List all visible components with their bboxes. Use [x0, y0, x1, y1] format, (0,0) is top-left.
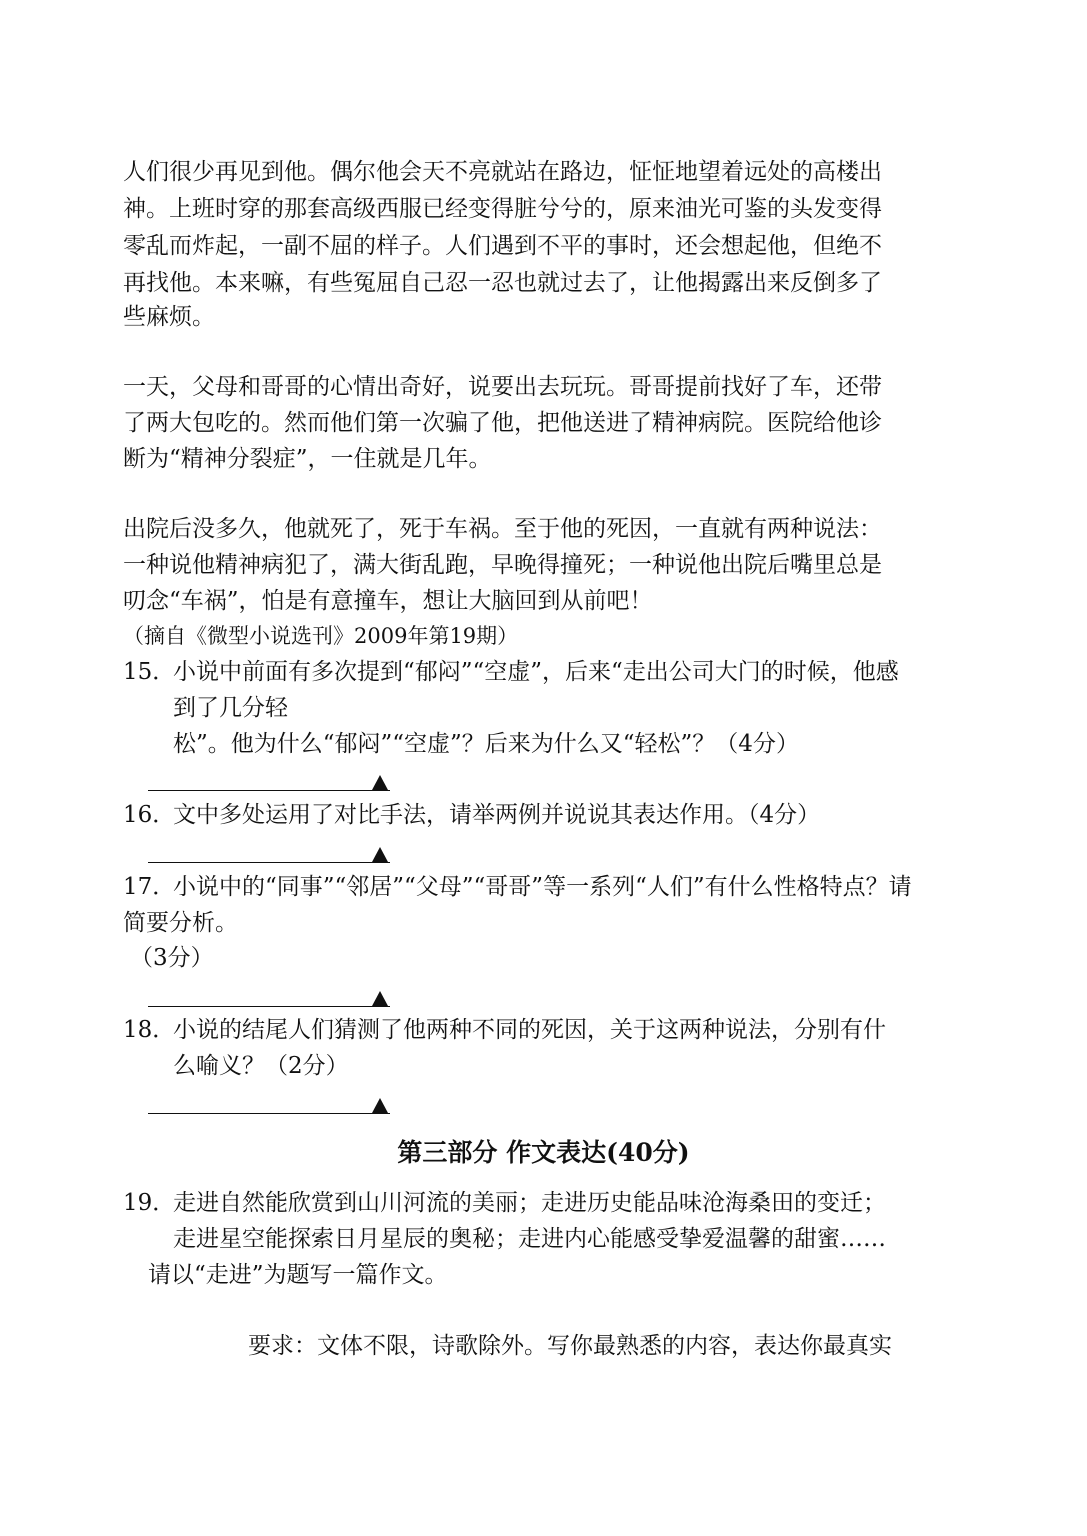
passage-line: 些麻烦。 — [123, 304, 215, 330]
question-text: 松”。他为什么“郁闷”“空虚”？后来为什么又“轻松”？（4分） — [173, 731, 799, 757]
answer-line[interactable] — [148, 836, 390, 863]
question-16 — [123, 800, 820, 830]
question-text: 小说中前面有多次提到“郁闷”“空虚”，后来“走出公司大门的时候，他感 — [173, 659, 899, 685]
passage-line: 一种说他精神病犯了，满大街乱跑，早晚得撞死；一种说他出院后嘴里总是 — [123, 552, 882, 578]
question-number: 19． — [123, 1190, 176, 1216]
section-title-text: 第三部分 作文表达(40分) — [397, 1138, 690, 1167]
passage-line: 了两大包吃的。然而他们第一次骗了他，把他送进了精神病院。医院给他诊 — [123, 410, 882, 436]
question-text: 小说中的“同事”“邻居”“父母”“哥哥”等一系列“人们”有什么性格特点？请 — [173, 874, 912, 900]
passage-line: 断为“精神分裂症”，一住就是几年。 — [123, 446, 492, 472]
essay-requirement: 要求：文体不限，诗歌除外。写你最熟悉的内容，表达你最真实 — [248, 1333, 892, 1359]
question-15 — [123, 657, 899, 687]
question-text: 走进自然能欣赏到山川河流的美丽；走进历史能品味沧海桑田的变迁； — [173, 1190, 886, 1216]
question-number: 17． — [123, 874, 176, 900]
source-citation: （摘自《微型小说选刊》2009年第19期） — [123, 624, 519, 648]
answer-line[interactable] — [148, 764, 390, 791]
answer-line[interactable] — [148, 1087, 390, 1114]
passage-line: 人们很少再见到他。偶尔他会天不亮就站在路边，怔怔地望着远处的高楼出 — [123, 159, 882, 185]
question-text: 到了几分轻 — [173, 695, 288, 721]
question-number: 18． — [123, 1017, 176, 1043]
question-text: 请以“走进”为题写一篇作文。 — [148, 1262, 448, 1288]
question-18 — [123, 1015, 886, 1045]
passage-line: 再找他。本来嘛，有些冤屈自己忍一忍也就过去了，让他揭露出来反倒多了 — [123, 270, 882, 296]
question-text: 走进星空能探索日月星辰的奥秘；走进内心能感受挚爱温馨的甜蜜…… — [173, 1226, 886, 1252]
triangle-icon — [372, 775, 388, 790]
passage-line: 零乱而炸起，一副不屈的样子。人们遇到不平的事时，还会想起他，但绝不 — [123, 233, 882, 259]
question-score: （3分） — [130, 945, 214, 971]
passage-line: 出院后没多久，他就死了，死于车祸。至于他的死因，一直就有两种说法： — [123, 516, 882, 542]
triangle-icon — [372, 847, 388, 862]
question-text: 么喻义？（2分） — [173, 1053, 349, 1079]
question-number: 16． — [123, 802, 176, 828]
answer-line[interactable] — [148, 980, 390, 1007]
section-title — [0, 1137, 1087, 1169]
passage-line: 叨念“车祸”，怕是有意撞车，想让大脑回到从前吧！ — [123, 588, 653, 614]
question-text: 简要分析。 — [123, 910, 238, 936]
question-17 — [123, 872, 912, 902]
passage-line: 神。上班时穿的那套高级西服已经变得脏兮兮的，原来油光可鉴的头发变得 — [123, 196, 882, 222]
triangle-icon — [372, 1098, 388, 1113]
question-19 — [123, 1188, 886, 1218]
question-text: 小说的结尾人们猜测了他两种不同的死因，关于这两种说法，分别有什 — [173, 1017, 886, 1043]
question-text: 文中多处运用了对比手法，请举两例并说说其表达作用。（4分） — [173, 802, 821, 828]
triangle-icon — [372, 991, 388, 1006]
passage-line: 一天，父母和哥哥的心情出奇好，说要出去玩玩。哥哥提前找好了车，还带 — [123, 374, 882, 400]
question-number: 15． — [123, 659, 176, 685]
